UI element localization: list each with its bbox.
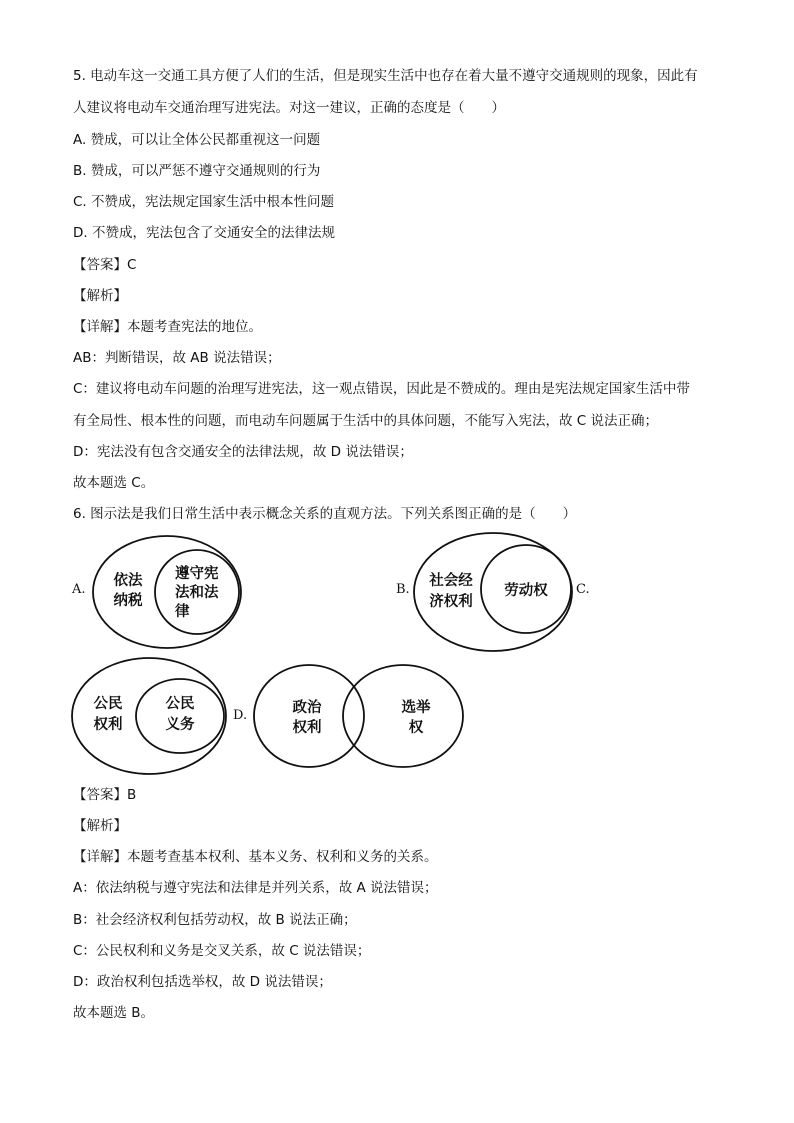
diagram-b-inner: 劳动权 (504, 583, 548, 599)
diagram-c-inner-circle (136, 679, 224, 753)
q6-explanation-d: D：政治权利包括选举权，故 D 说法错误； (73, 974, 332, 990)
diagram-a-outer-line1: 依法 (113, 573, 143, 589)
q5-detail-text: 本题考查宪法的地位。 (127, 319, 262, 335)
q6-explanation-c: C：公民权利和义务是交叉关系，故 C 说法错误； (73, 943, 371, 959)
q5-stem-line1: 5. 电动车这一交通工具方便了人们的生活，但是现实生活中也存在着大量不遵守交通规则的现象，因此有 (73, 68, 698, 84)
diagram-c-outer-line1: 公民 (93, 696, 123, 712)
q5-conclusion: 故本题选 C。 (73, 475, 155, 491)
diagram-a-label: A. (72, 582, 86, 597)
diagram-c-outer-line2: 权利 (93, 717, 123, 733)
q6-detail-text: 本题考查基本权利、基本义务、权利和义务的关系。 (127, 849, 438, 865)
diagram-d-right-circle (343, 665, 463, 767)
diagram-d (254, 665, 463, 767)
diagram-c-inner-line2: 义务 (165, 717, 195, 733)
q5-answer-label: 【答案】 (73, 257, 127, 273)
diagram-a-inner-line2: 法和法 (175, 585, 219, 601)
q6-stem: 6. 图示法是我们日常生活中表示概念关系的直观方法。下列关系图正确的是（ ） (73, 506, 577, 522)
diagram-d-left-line2: 权利 (292, 720, 322, 736)
q5-explanation-ab: AB：判断错误，故 AB 说法错误； (73, 350, 281, 366)
diagram-a-inner-line1: 遵守宪 (175, 566, 219, 582)
q5-option-d: D. 不赞成，宪法包含了交通安全的法律法规 (73, 225, 335, 241)
q6-answer-label: 【答案】 (73, 787, 127, 803)
q6-conclusion: 故本题选 B。 (73, 1005, 155, 1021)
q5-explanation-c-line2: 有全局性、根本性的问题，而电动车问题属于生活中的具体问题，不能写入宪法，故 C 说法正确； (73, 413, 659, 429)
diagram-a-inner-line3: 律 (175, 604, 190, 620)
q6-detail-label: 【详解】 (73, 849, 127, 865)
diagram-a (93, 536, 241, 648)
q5-option-a: A. 赞成，可以让全体公民都重视这一问题 (73, 132, 321, 148)
diagram-a-outer-circle (93, 536, 241, 648)
diagram-c-inner-line1: 公民 (165, 696, 195, 712)
q6-detail (73, 848, 438, 866)
diagram-d-left-line1: 政治 (292, 700, 322, 716)
diagram-b-outer-line1: 社会经 (429, 573, 473, 589)
q5-option-c: C. 不赞成，宪法规定国家生活中根本性问题 (73, 194, 335, 210)
q6-analysis-label: 【解析】 (73, 818, 127, 834)
q6-explanation-a: A：依法纳税与遵守宪法和法律是并列关系，故 A 说法错误； (73, 880, 438, 896)
diagram-b (414, 533, 572, 651)
diagram-d-left-circle (254, 665, 364, 767)
q6-answer (73, 786, 136, 804)
q5-option-b: B. 赞成，可以严惩不遵守交通规则的行为 (73, 163, 321, 179)
q5-explanation-c-line1: C：建议将电动车问题的治理写进宪法，这一观点错误，因此是不赞成的。理由是宪法规定国家生活中带 (73, 381, 690, 397)
diagram-d-label: D. (233, 708, 248, 723)
diagram-c-outer-circle (72, 658, 226, 774)
diagram-a-outer-line2: 纳税 (113, 593, 143, 609)
diagram-d-right-line1: 选举 (401, 700, 431, 716)
q5-explanation-d: D：宪法没有包含交通安全的法律法规，故 D 说法错误； (73, 444, 413, 460)
diagram-c-label: C. (576, 582, 590, 597)
diagram-b-label: B. (396, 582, 410, 597)
diagram-d-right-line2: 权 (408, 720, 424, 736)
diagram-b-outer-line2: 济权利 (429, 594, 473, 610)
q5-answer-value: C (127, 257, 137, 273)
q6-explanation-b: B：社会经济权利包括劳动权，故 B 说法正确； (73, 912, 357, 928)
q5-detail-label: 【详解】 (73, 319, 127, 335)
q6-answer-value: B (127, 787, 137, 803)
q5-stem-line2: 人建议将电动车交通治理写进宪法。对这一建议，正确的态度是（ ） (73, 100, 505, 116)
diagram-c (72, 658, 226, 774)
q5-analysis-label: 【解析】 (73, 288, 127, 304)
